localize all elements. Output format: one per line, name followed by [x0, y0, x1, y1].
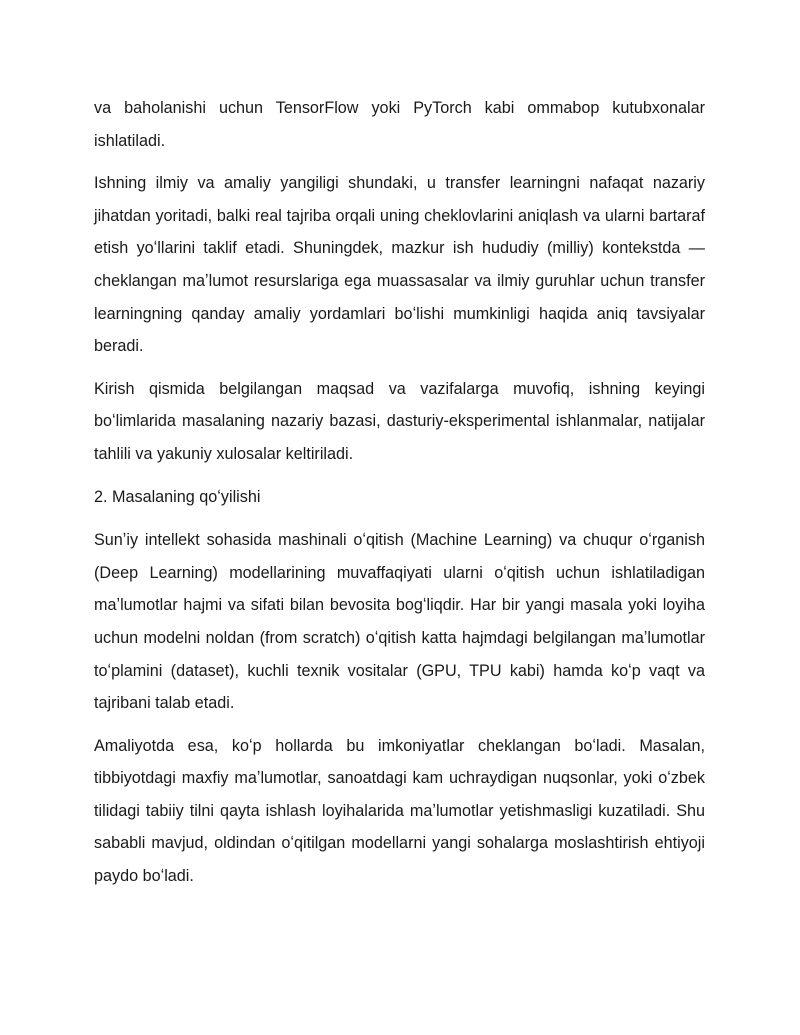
paragraph-problem-statement: Sunʼiy intellekt sohasida mashinali oʻqitish (Machine Learning) va chuqur oʻrganish (Deep Learning) modellarining muvaffaqiyati ularni oʻqitish uchun ishlatiladigan maʼlumotlar hajmi va sifati bilan bevosita bogʻliqdir. Har bir yangi masala yoki loyiha uchun modelni noldan (from scratch) oʻqitish katta hajmdagi belgilangan maʼlumotlar toʻplamini (dataset), kuchli texnik vositalar (GPU, TPU kabi) hamda koʻp vaqt va tajribani talab etadi. [94, 531, 705, 713]
paragraph-structure: Kirish qismida belgilangan maqsad va vazifalarga muvofiq, ishning keyingi boʻlimlarida masalaning nazariy bazasi, dasturiy-eksperimental ishlanmalar, natijalar tahlili va yakuniy xulosalar keltiriladi. [94, 379, 705, 463]
paragraph-novelty: Ishning ilmiy va amaliy yangiligi shundaki, u transfer learningni nafaqat nazariy jihatdan yoritadi, balki real tajriba orqali uning cheklovlarini aniqlash va ularni bartaraf etish yoʻllarini taklif etadi. Shuningdek, mazkur ish hududiy (milliy) kontekstda — cheklangan maʼlumot resurslariga ega muassasalar va ilmiy guruhlar uchun transfer learningning qanday amaliy yordamlari boʻlishi mumkinligi haqida aniq tavsiyalar beradi. [94, 174, 705, 356]
paragraph-intro-continuation: va baholanishi uchun TensorFlow yoki PyTorch kabi ommabop kutubxonalar ishlatiladi. [94, 99, 705, 150]
paragraph-practice: Amaliyotda esa, koʻp hollarda bu imkoniyatlar cheklangan boʻladi. Masalan, tibbiyotdagi maxfiy maʼlumotlar, sanoatdagi kam uchraydigan nuqsonlar, yoki oʻzbek tilidagi tabiiy tilni qayta ishlash loyihalarida maʼlumotlar yetishmasligi kuzatiladi. Shu sababli mavjud, oldindan oʻqitilgan modellarni yangi sohalarga moslashtirish ehtiyoji paydo boʻladi. [94, 736, 705, 886]
document-page [94, 92, 705, 903]
section-heading: 2. Masalaning qoʻyilishi [94, 487, 261, 506]
